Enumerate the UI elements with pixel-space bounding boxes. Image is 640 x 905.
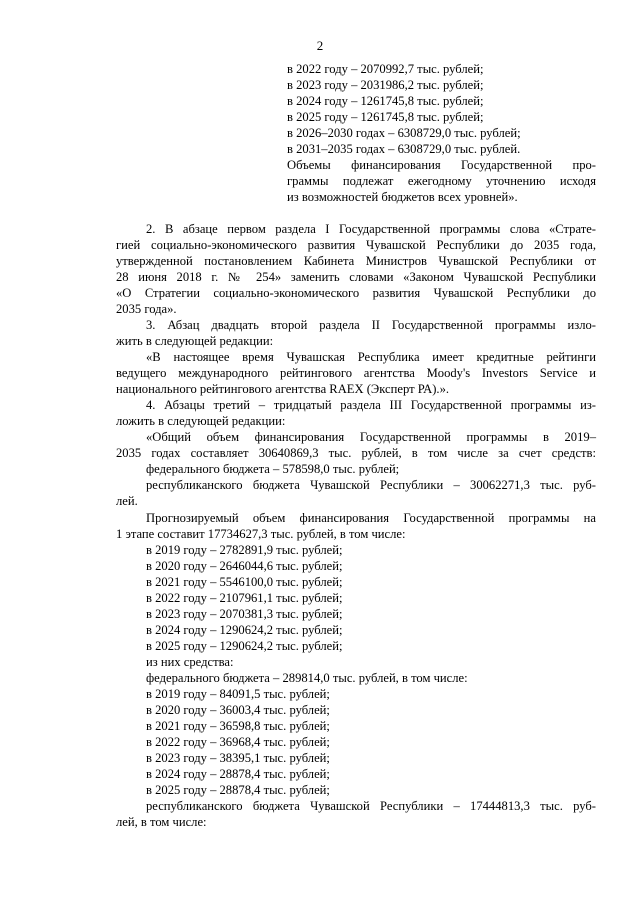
text-line: 2035 года». — [116, 302, 177, 316]
text-line: Прогнозируемый объем финансирования Государственной программы на — [146, 511, 596, 525]
text-line: в 2022 году – 36968,4 тыс. рублей; — [146, 735, 330, 749]
text-line: в 2022 году – 2070992,7 тыс. рублей; — [287, 62, 484, 76]
text-line: в 2020 году – 2646044,6 тыс. рублей; — [146, 559, 343, 573]
text-line: в 2024 году – 1290624,2 тыс. рублей; — [146, 623, 343, 637]
text-line: 3. Абзац двадцать второй раздела II Государственной программы изло- — [146, 318, 596, 332]
text-line: «О Стратегии социально-экономического развития Чувашской Республики до — [116, 286, 596, 300]
text-line: в 2024 году – 28878,4 тыс. рублей; — [146, 767, 330, 781]
text-line: в 2026–2030 годах – 6308729,0 тыс. рублей; — [287, 126, 521, 140]
text-line: 1 этапе составит 17734627,3 тыс. рублей, в том числе: — [116, 527, 406, 541]
text-line: ложить в следующей редакции: — [116, 414, 286, 428]
text-line: в 2025 году – 28878,4 тыс. рублей; — [146, 783, 330, 797]
text-line: республиканского бюджета Чувашской Республики – 17444813,3 тыс. руб- — [146, 799, 596, 813]
text-line: в 2022 году – 2107961,1 тыс. рублей; — [146, 591, 343, 605]
text-line: из них средства: — [146, 655, 234, 669]
text-line: в 2021 году – 36598,8 тыс. рублей; — [146, 719, 330, 733]
text-line: 2. В абзаце первом раздела I Государственной программы слова «Страте- — [146, 222, 596, 236]
text-line: в 2031–2035 годах – 6308729,0 тыс. рублей. — [287, 142, 521, 156]
page-number: 2 — [316, 38, 324, 53]
text-line: в 2019 году – 84091,5 тыс. рублей; — [146, 687, 330, 701]
text-line: национального рейтингового агентства RAEX (Эксперт РА).». — [116, 382, 450, 396]
text-line: в 2023 году – 2070381,3 тыс. рублей; — [146, 607, 343, 621]
text-line: в 2023 году – 2031986,2 тыс. рублей; — [287, 78, 484, 92]
text-line: федерального бюджета – 289814,0 тыс. рублей, в том числе: — [146, 671, 468, 685]
text-line: в 2023 году – 38395,1 тыс. рублей; — [146, 751, 330, 765]
text-line: республиканского бюджета Чувашской Республики – 30062271,3 тыс. руб- — [146, 478, 596, 492]
text-line: лей. — [116, 494, 138, 508]
text-line: жить в следующей редакции: — [116, 334, 274, 348]
text-line: федерального бюджета – 578598,0 тыс. рублей; — [146, 462, 400, 476]
text-line: гией социально-экономического развития Чувашской Республики до 2035 года, — [116, 238, 596, 252]
text-line: лей, в том числе: — [116, 815, 207, 829]
text-line: «В настоящее время Чувашская Республика имеет кредитные рейтинги — [146, 350, 596, 364]
text-line: «Общий объем финансирования Государственной программы в 2019– — [146, 430, 596, 444]
text-line: 4. Абзацы третий – тридцатый раздела III Государственной программы из- — [146, 398, 596, 412]
text-line: ведущего международного рейтингового агентства Moody's Investors Service и — [116, 366, 596, 380]
text-line: в 2019 году – 2782891,9 тыс. рублей; — [146, 543, 343, 557]
text-line: Объемы финансирования Государственной про- — [287, 158, 596, 172]
text-line: в 2020 году – 36003,4 тыс. рублей; — [146, 703, 330, 717]
text-line: в 2025 году – 1290624,2 тыс. рублей; — [146, 639, 343, 653]
text-line: граммы подлежат ежегодному уточнению исходя — [287, 174, 596, 188]
text-line: в 2021 году – 5546100,0 тыс. рублей; — [146, 575, 343, 589]
text-line: утвержденной постановлением Кабинета Министров Чувашской Республики от — [116, 254, 596, 268]
text-line: 2035 годах составляет 30640869,3 тыс. рублей, в том числе за счет средств: — [116, 446, 596, 460]
text-line: 28 июня 2018 г. № 254» заменить словами «Законом Чувашской Республики — [116, 270, 596, 284]
text-line: в 2024 году – 1261745,8 тыс. рублей; — [287, 94, 484, 108]
text-line: в 2025 году – 1261745,8 тыс. рублей; — [287, 110, 484, 124]
text-line: из возможностей бюджетов всех уровней». — [287, 190, 518, 204]
